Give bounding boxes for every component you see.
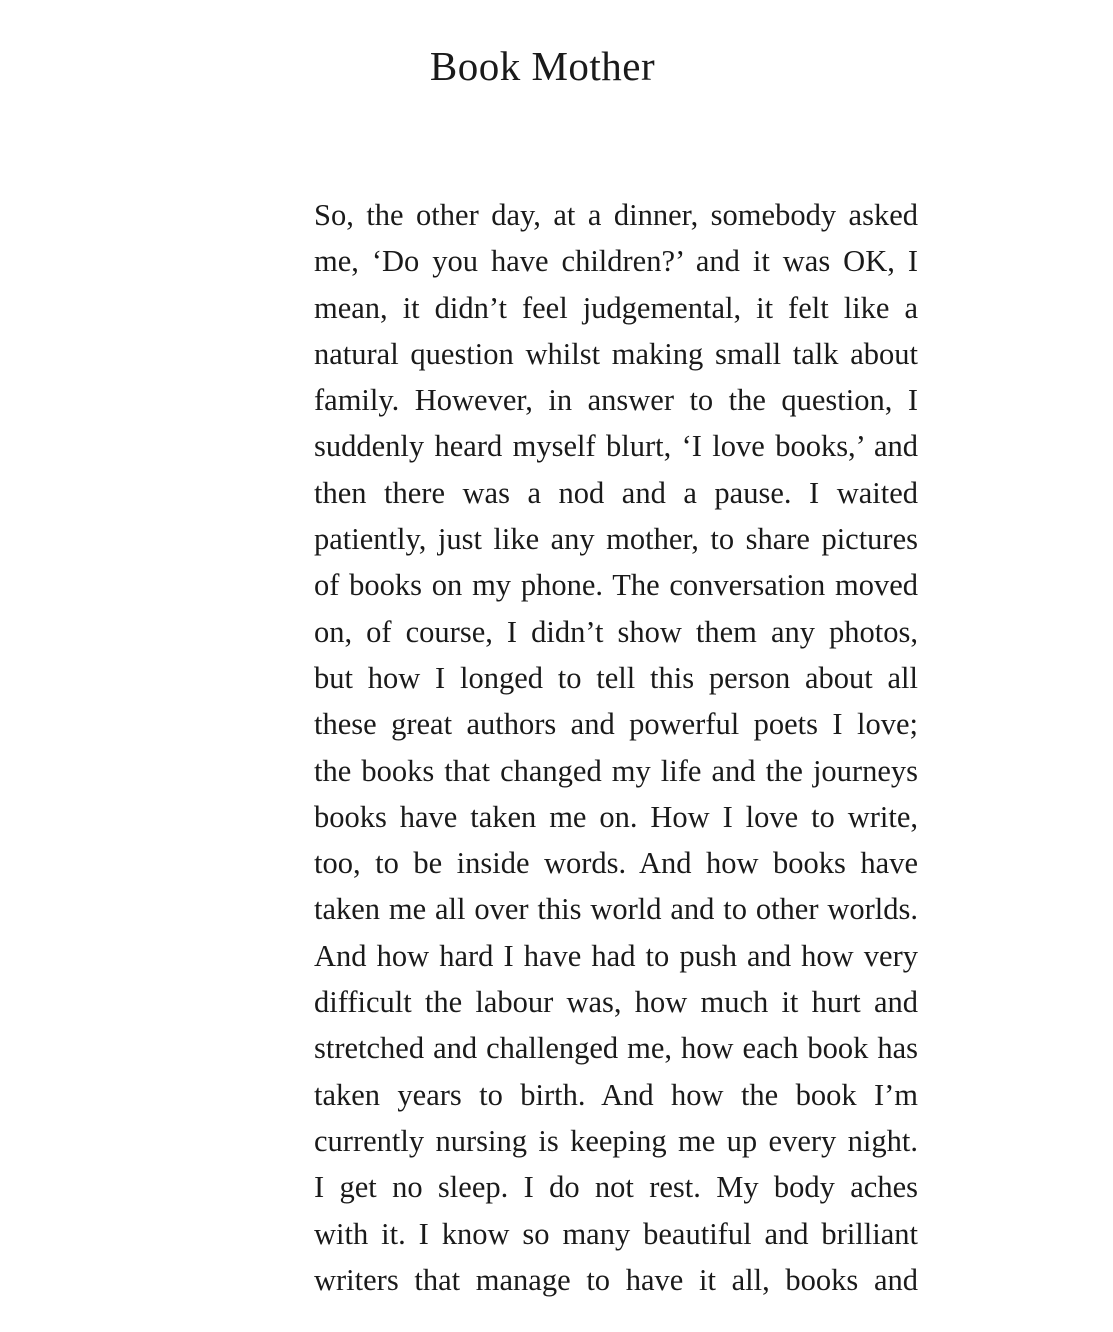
text-line: patiently, just like any mother, to share pictures	[314, 522, 918, 557]
text-line: difficult the labour was, how much it hurt and	[314, 985, 918, 1020]
text-line: stretched and challenged me, how each book has	[314, 1031, 918, 1066]
text-line: And how hard I have had to push and how very	[314, 938, 918, 973]
text-line: then there was a nod and a pause. I waited	[314, 475, 918, 510]
text-line: but how I longed to tell this person about all	[314, 660, 918, 695]
text-line: suddenly heard myself blurt, ‘I love books,’ and	[314, 429, 918, 464]
text-line: the books that changed my life and the journeys	[314, 753, 918, 788]
text-line: with it. I know so many beautiful and brilliant	[314, 1216, 918, 1251]
text-line: writers that manage to have it all, books and	[314, 1262, 918, 1297]
text-line: too, to be inside words. And how books have	[314, 846, 918, 881]
text-line: books have taken me on. How I love to write,	[314, 799, 918, 834]
page-title: Book Mother	[429, 43, 656, 89]
text-line: family. However, in answer to the question, I	[314, 383, 918, 418]
text-line: me, ‘Do you have children?’ and it was OK, I	[314, 244, 918, 279]
text-line: mean, it didn’t feel judgemental, it felt like a	[314, 290, 918, 325]
text-line: natural question whilst making small talk about	[314, 336, 918, 371]
text-line: taken years to birth. And how the book I’m	[314, 1077, 918, 1112]
text-line: on, of course, I didn’t show them any photos,	[314, 614, 918, 649]
text-line: So, the other day, at a dinner, somebody asked	[314, 198, 918, 232]
text-line: taken me all over this world and to other worlds.	[314, 892, 918, 927]
text-line: I get no sleep. I do not rest. My body aches	[314, 1170, 918, 1205]
text-line: of books on my phone. The conversation moved	[314, 568, 918, 603]
text-line: these great authors and powerful poets I love;	[314, 707, 918, 742]
text-line: currently nursing is keeping me up every night.	[314, 1123, 918, 1158]
body-paragraph	[314, 192, 918, 1303]
